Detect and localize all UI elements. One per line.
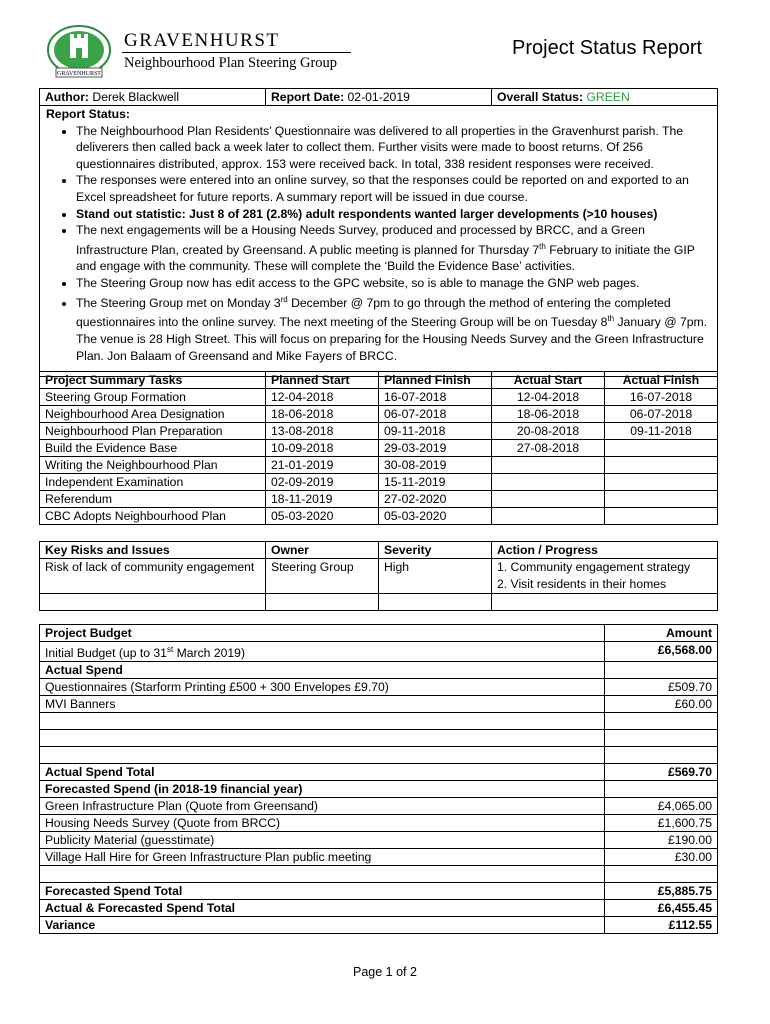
task-date-cell: 16-07-2018: [379, 389, 492, 406]
task-name-cell: Build the Evidence Base: [40, 440, 266, 457]
task-date-cell: [605, 474, 718, 491]
task-name-cell: Independent Examination: [40, 474, 266, 491]
task-name-cell: Referendum: [40, 491, 266, 508]
col-header: Project Budget: [40, 625, 605, 642]
col-header: Actual Start: [492, 372, 605, 389]
org-name: GRAVENHURST: [124, 30, 280, 51]
overall-status-cell: Overall Status: GREEN: [492, 89, 718, 106]
col-header: Action / Progress: [492, 542, 718, 559]
budget-table: [39, 624, 718, 934]
table-row: Questionnaires (Starform Printing £500 + 300 Envelopes £9.70) £509.70: [40, 679, 718, 696]
table-row: [40, 406, 718, 423]
table-row-empty: [40, 713, 718, 730]
status-bullet-highlight: • Stand out statistic: Just 8 of 281 (2.8%) adult respondents wanted larger developments (>10 houses): [76, 206, 711, 223]
table-row: [40, 559, 718, 594]
table-row: [40, 474, 718, 491]
status-bullet: • The responses were entered into an online survey, so that the responses could be reported on and exported to an Excel spreadsheet for future reports. A summary report will be issued in due course.: [76, 172, 711, 205]
task-date-cell: [492, 508, 605, 525]
page-number: Page 1 of 2: [353, 965, 417, 979]
author-value: Derek Blackwell: [92, 90, 180, 104]
task-date-cell: 06-07-2018: [605, 406, 718, 423]
task-name-cell: Writing the Neighbourhood Plan: [40, 457, 266, 474]
task-name-cell: Neighbourhood Plan Preparation: [40, 423, 266, 440]
task-date-cell: 12-04-2018: [492, 389, 605, 406]
task-date-cell: 29-03-2019: [379, 440, 492, 457]
status-bullet: • The Steering Group met on Monday 3rd December @ 7pm to go through the method of entering the completed questionnaires into the online survey. The next meeting of the Steering Group will be on Tuesday 8th January @ 7pm. The venue is 28 High Street. This will focus on preparing for the Housing Needs Survey and the Green Infrastructure Plan. Jon Balaam of Greensand and Mike Fayers of BRCC.: [76, 292, 711, 365]
table-row: Green Infrastructure Plan (Quote from Greensand) £4,065.00: [40, 798, 718, 815]
total-row: Actual & Forecasted Spend Total £6,455.45: [40, 900, 718, 917]
status-bullet: • The next engagements will be a Housing Needs Survey, produced and processed by BRCC, and a Green Infrastructure Plan, created by Greensand. A public meeting is planned for Thursday 7th February to initiate the GIP and engage with the community. These will complete the ‘Build the Evidence Base’ activities.: [76, 222, 711, 275]
status-bullet: • The Steering Group now has edit access to the GPC website, so is able to manage the GNP web pages.: [76, 275, 711, 292]
report-status-section: [40, 106, 718, 377]
task-name-cell: Neighbourhood Area Designation: [40, 406, 266, 423]
section-heading-row: Forecasted Spend (in 2018-19 financial year): [40, 781, 718, 798]
col-header: Planned Finish: [379, 372, 492, 389]
col-header: Key Risks and Issues: [40, 542, 266, 559]
col-header: Actual Finish: [605, 372, 718, 389]
budget-header-row: [40, 625, 718, 642]
task-date-cell: [492, 474, 605, 491]
table-row-empty: [40, 594, 718, 611]
logo-text: GRAVENHURST: [57, 71, 101, 77]
page-title: Project Status Report: [512, 37, 703, 59]
task-date-cell: 18-06-2018: [266, 406, 379, 423]
task-date-cell: [605, 491, 718, 508]
org-rule: [122, 52, 351, 53]
task-name-cell: CBC Adopts Neighbourhood Plan: [40, 508, 266, 525]
table-row: Housing Needs Survey (Quote from BRCC) £1,600.75: [40, 815, 718, 832]
status-table: [39, 88, 718, 377]
task-date-cell: 16-07-2018: [605, 389, 718, 406]
table-row: Publicity Material (guesstimate) £190.00: [40, 832, 718, 849]
table-row: Village Hall Hire for Green Infrastructure Plan public meeting £30.00: [40, 849, 718, 866]
task-date-cell: 21-01-2019: [266, 457, 379, 474]
task-date-cell: 09-11-2018: [605, 423, 718, 440]
action-cell: 1. Community engagement strategy 2. Visit residents in their homes: [492, 559, 718, 594]
task-date-cell: 27-02-2020: [379, 491, 492, 508]
task-date-cell: 13-08-2018: [266, 423, 379, 440]
risk-cell: Risk of lack of community engagement: [40, 559, 266, 594]
table-row: MVI Banners £60.00: [40, 696, 718, 713]
section-heading-row: Actual Spend: [40, 662, 718, 679]
report-status-heading: Report Status:: [46, 107, 130, 121]
risks-header-row: [40, 542, 718, 559]
col-header: Planned Start: [266, 372, 379, 389]
table-row: Initial Budget (up to 31st March 2019) £6,568.00: [40, 642, 718, 662]
gravenhurst-logo: [44, 24, 114, 80]
table-row-empty: [40, 866, 718, 883]
table-row: [40, 508, 718, 525]
col-header: Amount: [605, 625, 718, 642]
author-cell: Author: Derek Blackwell: [40, 89, 266, 106]
task-date-cell: 20-08-2018: [492, 423, 605, 440]
task-date-cell: 05-03-2020: [379, 508, 492, 525]
task-date-cell: 18-11-2019: [266, 491, 379, 508]
tasks-header-row: [40, 372, 718, 389]
task-date-cell: [605, 508, 718, 525]
table-row: [40, 440, 718, 457]
task-date-cell: [605, 457, 718, 474]
variance-row: Variance £112.55: [40, 917, 718, 934]
total-row: Actual Spend Total £569.70: [40, 764, 718, 781]
task-name-cell: Steering Group Formation: [40, 389, 266, 406]
task-date-cell: [492, 457, 605, 474]
report-date-cell: Report Date: 02-01-2019: [266, 89, 492, 106]
table-row-empty: [40, 730, 718, 747]
task-date-cell: 06-07-2018: [379, 406, 492, 423]
task-date-cell: 15-11-2019: [379, 474, 492, 491]
task-date-cell: 30-08-2019: [379, 457, 492, 474]
tasks-table: [39, 371, 718, 525]
task-date-cell: 12-04-2018: [266, 389, 379, 406]
owner-cell: Steering Group: [266, 559, 379, 594]
risks-table: [39, 541, 718, 611]
col-header: Severity: [379, 542, 492, 559]
task-date-cell: 05-03-2020: [266, 508, 379, 525]
severity-cell: High: [379, 559, 492, 594]
col-header: Project Summary Tasks: [40, 372, 266, 389]
task-date-cell: 27-08-2018: [492, 440, 605, 457]
task-date-cell: 18-06-2018: [492, 406, 605, 423]
task-date-cell: 09-11-2018: [379, 423, 492, 440]
task-date-cell: [605, 440, 718, 457]
org-subtitle: Neighbourhood Plan Steering Group: [124, 55, 338, 71]
total-row: Forecasted Spend Total £5,885.75: [40, 883, 718, 900]
table-row-empty: [40, 747, 718, 764]
task-date-cell: 10-09-2018: [266, 440, 379, 457]
task-date-cell: [492, 491, 605, 508]
col-header: Owner: [266, 542, 379, 559]
table-row: [40, 457, 718, 474]
task-date-cell: 02-09-2019: [266, 474, 379, 491]
report-date-value: 02-01-2019: [347, 90, 410, 104]
status-badge: GREEN: [586, 90, 630, 104]
status-bullet: • The Neighbourhood Plan Residents’ Questionnaire was delivered to all properties in the Gravenhurst parish. The deliverers then called back a week later to collect them. Further visits were made to boost returns. Of 256 questionnaires distributed, approx. 153 were received back. In total, 338 resident responses were received.: [76, 123, 711, 173]
table-row: [40, 423, 718, 440]
table-row: [40, 389, 718, 406]
table-row: [40, 491, 718, 508]
